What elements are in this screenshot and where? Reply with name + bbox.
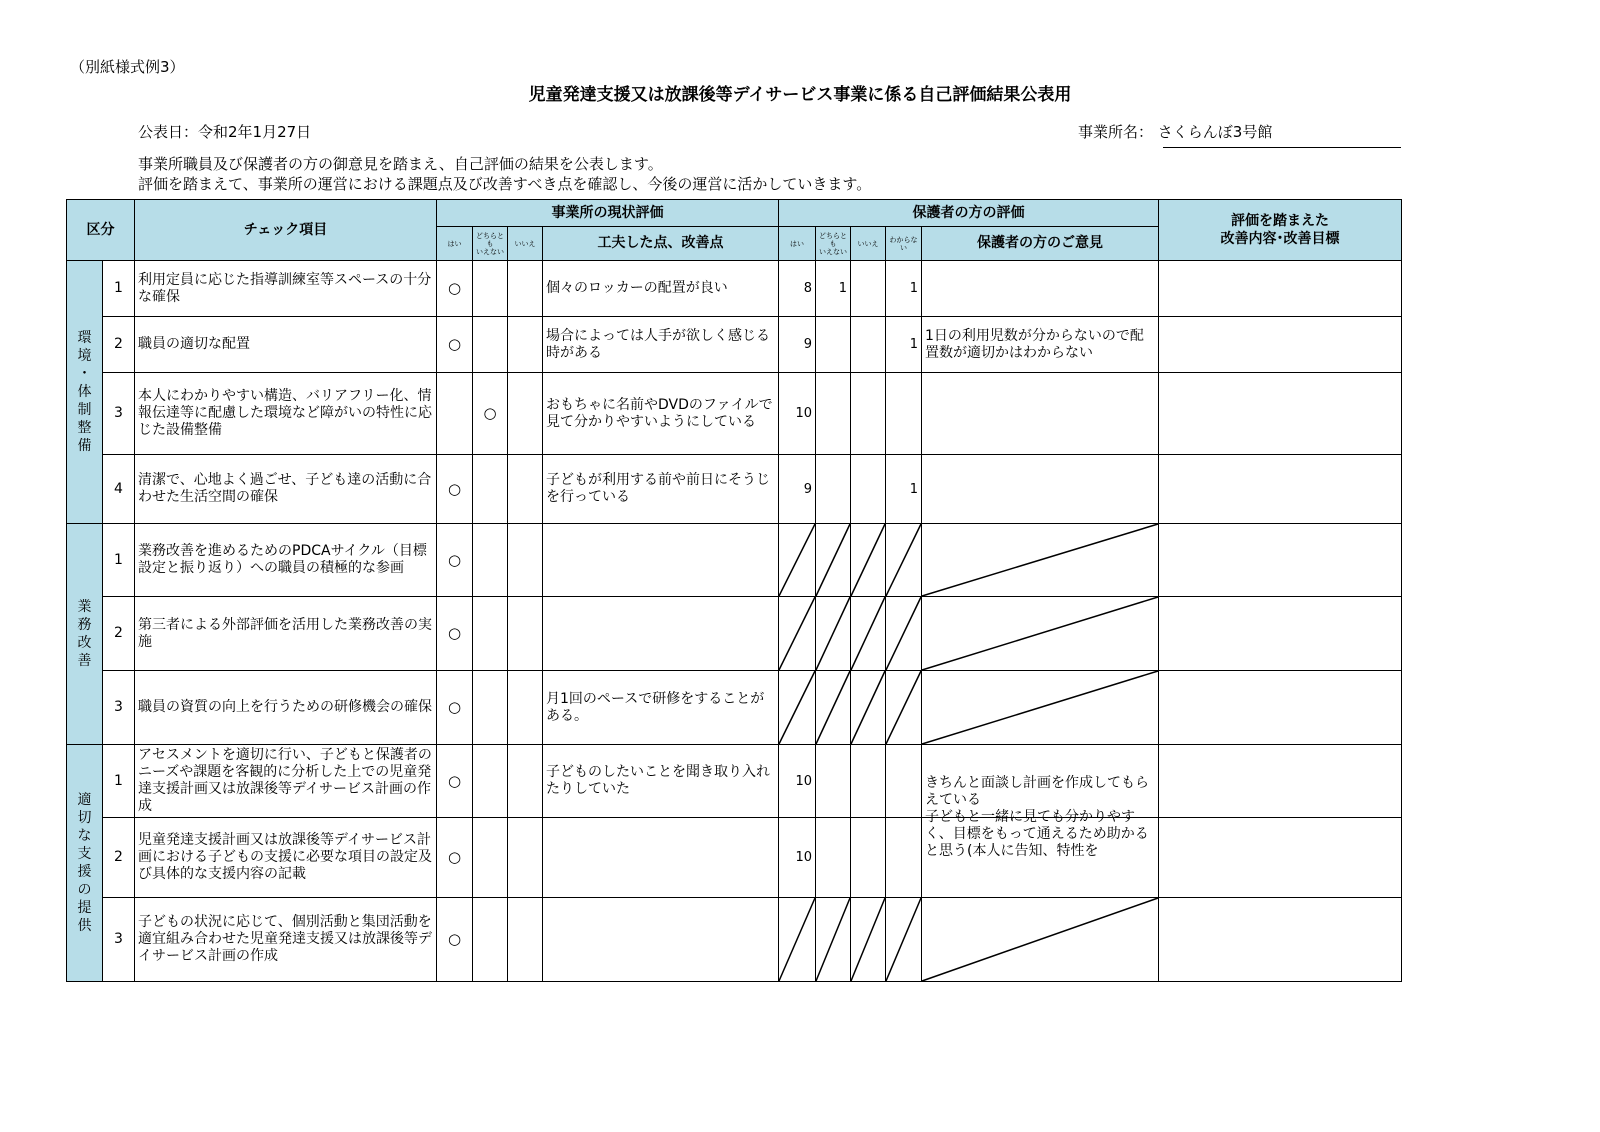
staff-mark: [508, 524, 543, 597]
staff-mark: ○: [473, 373, 508, 455]
row-number: 3: [103, 898, 135, 982]
check-item-text: 子どもの状況に応じて、個別活動と集団活動を適宜組み合わせた児童発達支援又は放課後等デイサービス計画の作成: [135, 898, 437, 982]
check-item-text: 児童発達支援計画又は放課後等デイサービス計画における子どもの支援に必要な項目の設定及び具体的な支援内容の記載: [135, 818, 437, 898]
staff-mark: ○: [437, 524, 473, 597]
diagonal-slash: [779, 671, 815, 744]
parent-neither-slash: [816, 524, 851, 597]
parent-neither-slash: [816, 671, 851, 745]
parent-no-count: [851, 818, 886, 898]
improvement-goal: [1159, 373, 1402, 455]
row-number: 1: [103, 745, 135, 818]
diagonal-slash: [886, 898, 921, 981]
improvement-note: [543, 597, 779, 671]
staff-mark: [473, 818, 508, 898]
parent-yes-count: 9: [779, 455, 816, 524]
parent-unknown-count: [886, 745, 922, 818]
diagonal-slash: [851, 524, 885, 596]
header-result: 評価を踏まえた 改善内容･改善目標: [1159, 200, 1402, 261]
improvement-note: [543, 898, 779, 982]
check-item-text: 職員の適切な配置: [135, 317, 437, 373]
parent-no-count: [851, 455, 886, 524]
row-number: 4: [103, 455, 135, 524]
check-item-text: 職員の資質の向上を行うための研修機会の確保: [135, 671, 437, 745]
header-parent-yes: はい: [779, 227, 816, 261]
staff-mark: ○: [437, 261, 473, 317]
diagonal-slash: [816, 898, 850, 981]
parent-yes-slash: [779, 524, 816, 597]
parent-neither-count: 1: [816, 261, 851, 317]
staff-mark: ○: [437, 455, 473, 524]
staff-mark: [508, 261, 543, 317]
diagonal-slash: [779, 898, 815, 981]
staff-mark: [508, 745, 543, 818]
parent-yes-count: 10: [779, 818, 816, 898]
table-row: [67, 261, 1402, 317]
section-label: 業 務 改 善: [67, 524, 103, 745]
staff-mark: [508, 455, 543, 524]
staff-mark: ○: [437, 745, 473, 818]
improvement-goal: [1159, 317, 1402, 373]
diagonal-slash: [922, 898, 1158, 981]
table-row: [67, 524, 1402, 597]
intro-line-2: 評価を踏まえて、事業所の運営における課題点及び改善すべき点を確認し、今後の運営に活かしていきます。: [138, 175, 872, 193]
improvement-goal: [1159, 597, 1402, 671]
parent-opinion-text: きちんと面談し計画を作成してもらえている 子どもと一緒に見ても分かりやすく、目標をもって通えるため助かると思う(本人に告知、特性を: [925, 775, 1149, 859]
parent-neither-slash: [816, 898, 851, 982]
parent-yes-count: 10: [779, 745, 816, 818]
improvement-note: 場合によっては人手が欲しく感じる時がある: [543, 317, 779, 373]
diagonal-slash: [851, 597, 885, 670]
parent-neither-count: [816, 455, 851, 524]
staff-mark: ○: [437, 317, 473, 373]
improvement-goal: [1159, 455, 1402, 524]
diagonal-slash: [886, 524, 921, 596]
parent-opinion-slash: [922, 671, 1159, 745]
table-row: [67, 373, 1402, 455]
row-number: 3: [103, 671, 135, 745]
parent-opinion-slash: [922, 524, 1159, 597]
staff-mark: ○: [437, 597, 473, 671]
header-parent-unknown: わからな い: [886, 227, 922, 261]
parent-yes-slash: [779, 898, 816, 982]
parent-unknown-slash: [886, 524, 922, 597]
parent-no-count: [851, 317, 886, 373]
header-parent-opinion: 保護者の方のご意見: [922, 227, 1159, 261]
check-item-text: 第三者による外部評価を活用した業務改善の実施: [135, 597, 437, 671]
parent-no-count: [851, 745, 886, 818]
parent-unknown-count: [886, 373, 922, 455]
diagonal-slash: [816, 524, 850, 596]
form-label: （別紙様式例3）: [70, 58, 185, 76]
table-body: [67, 261, 1402, 982]
improvement-note: 子どものしたいことを聞き取り入れたりしていた: [543, 745, 779, 818]
parent-neither-count: [816, 317, 851, 373]
staff-mark: [437, 373, 473, 455]
staff-mark: [508, 373, 543, 455]
parent-yes-slash: [779, 671, 816, 745]
diagonal-slash: [851, 671, 885, 744]
row-number: 2: [103, 818, 135, 898]
header-staff-no: いいえ: [508, 227, 543, 261]
section-label: 環 境 ・ 体 制 整 備: [67, 261, 103, 524]
parent-yes-slash: [779, 597, 816, 671]
diagonal-slash: [886, 597, 921, 670]
parent-opinion: [922, 455, 1159, 524]
staff-mark: [473, 455, 508, 524]
header-parent-neither: どちらとも いえない: [816, 227, 851, 261]
staff-mark: [473, 898, 508, 982]
parent-no-count: [851, 373, 886, 455]
improvement-note: 月1回のペースで研修をすることがある。: [543, 671, 779, 745]
row-number: 3: [103, 373, 135, 455]
header-check-item: チェック項目: [135, 200, 437, 261]
staff-mark: [473, 317, 508, 373]
row-number: 1: [103, 524, 135, 597]
improvement-note: [543, 524, 779, 597]
header-staff-neither: どちらとも いえない: [473, 227, 508, 261]
parent-yes-count: 9: [779, 317, 816, 373]
header-staff-yes: はい: [437, 227, 473, 261]
parent-opinion: [922, 373, 1159, 455]
header-staff-eval: 事業所の現状評価: [437, 200, 779, 227]
parent-no-slash: [851, 671, 886, 745]
diagonal-slash: [922, 671, 1158, 744]
improvement-goal: [1159, 671, 1402, 745]
improvement-goal: [1159, 745, 1402, 818]
staff-mark: [473, 597, 508, 671]
improvement-goal: [1159, 818, 1402, 898]
parent-opinion: 1日の利用児数が分からないので配置数が適切かはわからない: [922, 317, 1159, 373]
parent-neither-count: [816, 818, 851, 898]
parent-neither-count: [816, 373, 851, 455]
header-category: 区分: [67, 200, 135, 261]
staff-mark: [473, 261, 508, 317]
parent-unknown-count: 1: [886, 317, 922, 373]
diagonal-slash: [779, 524, 815, 596]
parent-no-count: [851, 261, 886, 317]
parent-no-slash: [851, 524, 886, 597]
check-item-text: 清潔で、心地よく過ごせ、子ども達の活動に合わせた生活空間の確保: [135, 455, 437, 524]
parent-no-slash: [851, 898, 886, 982]
check-item-text: 利用定員に応じた指導訓練室等スペースの十分な確保: [135, 261, 437, 317]
diagonal-slash: [851, 898, 885, 981]
parent-unknown-slash: [886, 671, 922, 745]
parent-opinion: [922, 745, 1159, 859]
parent-yes-count: 10: [779, 373, 816, 455]
check-item-text: 業務改善を進めるためのPDCAサイクル（目標設定と振り返り）への職員の積極的な参画: [135, 524, 437, 597]
table-row: [67, 671, 1402, 745]
staff-mark: [508, 818, 543, 898]
parent-unknown-slash: [886, 597, 922, 671]
improvement-note: おもちゃに名前やDVDのファイルで見て分かりやすいようにしている: [543, 373, 779, 455]
parent-opinion-slash: [922, 597, 1159, 671]
diagonal-slash: [886, 671, 921, 744]
staff-mark: [473, 745, 508, 818]
parent-neither-count: [816, 745, 851, 818]
table-row: [67, 455, 1402, 524]
row-number: 1: [103, 261, 135, 317]
diagonal-slash: [816, 671, 850, 744]
table-row: [67, 317, 1402, 373]
row-number: 2: [103, 597, 135, 671]
staff-mark: ○: [437, 898, 473, 982]
improvement-note: 子どもが利用する前や前日にそうじを行っている: [543, 455, 779, 524]
row-number: 2: [103, 317, 135, 373]
parent-unknown-slash: [886, 898, 922, 982]
parent-unknown-count: [886, 818, 922, 898]
table-row: [67, 818, 1402, 898]
diagonal-slash: [922, 524, 1158, 596]
parent-opinion: [922, 261, 1159, 317]
staff-mark: [473, 671, 508, 745]
evaluation-table: [66, 199, 1402, 982]
parent-opinion-slash: [922, 898, 1159, 982]
parent-neither-slash: [816, 597, 851, 671]
improvement-goal: [1159, 261, 1402, 317]
office-name: 事業所名： さくらんぼ3号館: [1078, 123, 1273, 141]
staff-mark: [508, 597, 543, 671]
check-item-text: アセスメントを適切に行い、子どもと保護者のニーズや課題を客観的に分析した上での児童発達支援計画又は放課後等デイサービス計画の作成: [135, 745, 437, 818]
intro-line-1: 事業所職員及び保護者の方の御意見を踏まえ、自己評価の結果を公表します。: [138, 155, 663, 173]
document-title: 児童発達支援又は放課後等デイサービス事業に係る自己評価結果公表用: [528, 85, 1072, 105]
improvement-goal: [1159, 524, 1402, 597]
header-parent-no: いいえ: [851, 227, 886, 261]
publication-date: 公表日：令和2年1月27日: [138, 123, 312, 141]
parent-yes-count: 8: [779, 261, 816, 317]
diagonal-slash: [922, 597, 1158, 670]
parent-unknown-count: 1: [886, 455, 922, 524]
staff-mark: ○: [437, 671, 473, 745]
table-row: [67, 745, 1402, 818]
staff-mark: [508, 898, 543, 982]
office-underline: [1163, 147, 1401, 148]
diagonal-slash: [779, 597, 815, 670]
improvement-note: [543, 818, 779, 898]
staff-mark: [508, 317, 543, 373]
table-row: [67, 898, 1402, 982]
table-row: [67, 597, 1402, 671]
check-item-text: 本人にわかりやすい構造、バリアフリー化、情報伝達等に配慮した環境など障がいの特性に応じた設備整備: [135, 373, 437, 455]
improvement-goal: [1159, 898, 1402, 982]
staff-mark: ○: [437, 818, 473, 898]
parent-unknown-count: 1: [886, 261, 922, 317]
improvement-note: 個々のロッカーの配置が良い: [543, 261, 779, 317]
header-improvements: 工夫した点、改善点: [543, 227, 779, 261]
staff-mark: [508, 671, 543, 745]
header-parent-eval: 保護者の方の評価: [779, 200, 1159, 227]
parent-no-slash: [851, 597, 886, 671]
diagonal-slash: [816, 597, 850, 670]
staff-mark: [473, 524, 508, 597]
section-label: 適 切 な 支 援 の 提 供: [67, 745, 103, 982]
